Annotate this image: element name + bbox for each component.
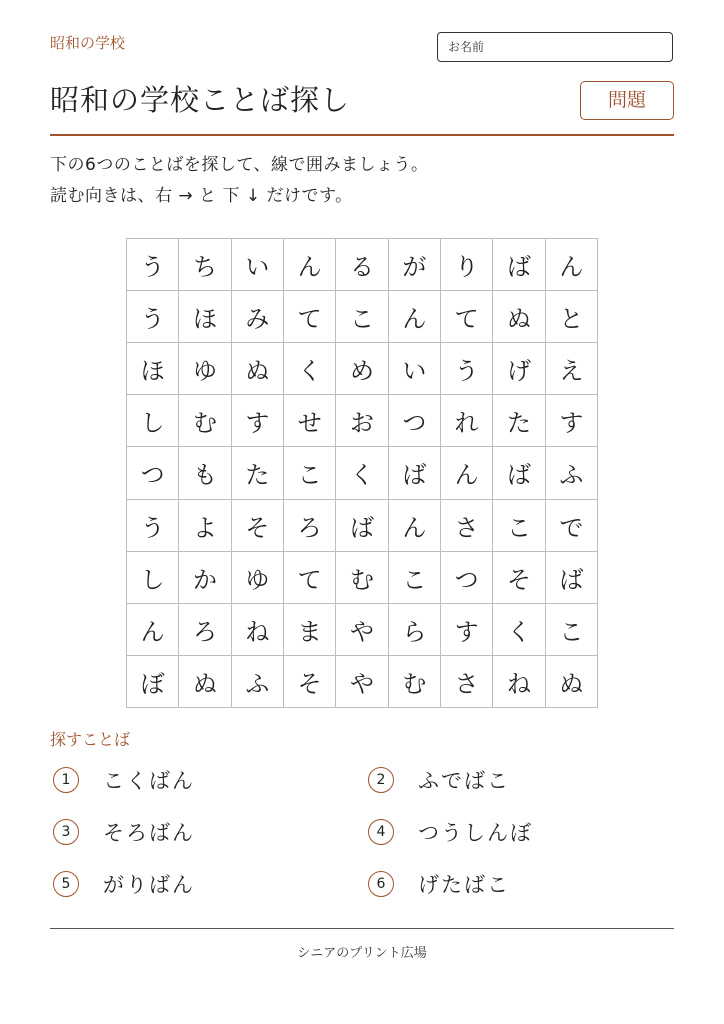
grid-cell[interactable]: る	[336, 239, 388, 291]
grid-cell[interactable]: え	[546, 343, 598, 395]
grid-cell[interactable]: ぬ	[232, 343, 284, 395]
grid-cell[interactable]: ぼ	[127, 656, 179, 708]
target-word: がりばん	[103, 873, 195, 897]
grid-cell[interactable]: む	[336, 552, 388, 604]
grid-cell[interactable]: ゆ	[179, 343, 231, 395]
grid-cell[interactable]: く	[284, 343, 336, 395]
grid-cell[interactable]: ば	[493, 239, 545, 291]
grid-cell[interactable]: や	[336, 656, 388, 708]
word-list-left	[53, 760, 195, 904]
grid-cell[interactable]: い	[232, 239, 284, 291]
grid-cell[interactable]: せ	[284, 395, 336, 447]
footer-text: シニアのプリント広場	[297, 946, 427, 961]
grid-cell[interactable]: ん	[284, 239, 336, 291]
grid-cell[interactable]: と	[546, 291, 598, 343]
grid-cell[interactable]: ね	[493, 656, 545, 708]
grid-cell[interactable]: す	[441, 604, 493, 656]
grid-cell[interactable]: ぬ	[546, 656, 598, 708]
grid-cell[interactable]: く	[336, 447, 388, 499]
grid-cell[interactable]: う	[127, 500, 179, 552]
grid-cell[interactable]: め	[336, 343, 388, 395]
grid-cell[interactable]: で	[546, 500, 598, 552]
grid-cell[interactable]: う	[127, 239, 179, 291]
instruction-line-1: 下の6つのことばを探して、線で囲みましょう。	[50, 155, 429, 175]
title-divider	[50, 134, 674, 136]
grid-cell[interactable]: ほ	[179, 291, 231, 343]
word-list-heading: 探すことば	[50, 730, 131, 749]
grid-cell[interactable]: ん	[389, 500, 441, 552]
grid-cell[interactable]: こ	[493, 500, 545, 552]
grid-cell[interactable]: て	[284, 291, 336, 343]
footer-divider	[50, 928, 674, 929]
grid-cell[interactable]: て	[284, 552, 336, 604]
word-item	[368, 812, 533, 852]
grid-cell[interactable]: か	[179, 552, 231, 604]
word-item	[368, 760, 533, 800]
grid-cell[interactable]: た	[232, 447, 284, 499]
grid-cell[interactable]: ふ	[232, 656, 284, 708]
number-badge: 1	[53, 767, 79, 793]
problem-badge: 問題	[580, 81, 674, 120]
number-badge: 4	[368, 819, 394, 845]
grid-cell[interactable]: つ	[127, 447, 179, 499]
grid-cell[interactable]: こ	[284, 447, 336, 499]
number-badge: 5	[53, 871, 79, 897]
grid-cell[interactable]: ほ	[127, 343, 179, 395]
grid-cell[interactable]: げ	[493, 343, 545, 395]
grid-cell[interactable]: つ	[441, 552, 493, 604]
grid-cell[interactable]: ろ	[284, 500, 336, 552]
grid-cell[interactable]: や	[336, 604, 388, 656]
grid-cell[interactable]: ば	[493, 447, 545, 499]
word-item	[53, 864, 195, 904]
word-search-grid[interactable]	[126, 238, 598, 708]
target-word: そろばん	[103, 821, 195, 845]
word-item	[368, 864, 533, 904]
grid-cell[interactable]: ら	[389, 604, 441, 656]
word-item	[53, 812, 195, 852]
grid-cell[interactable]: ば	[546, 552, 598, 604]
grid-cell[interactable]: く	[493, 604, 545, 656]
grid-cell[interactable]: ん	[546, 239, 598, 291]
grid-cell[interactable]: ば	[336, 500, 388, 552]
grid-cell[interactable]: い	[389, 343, 441, 395]
number-badge: 3	[53, 819, 79, 845]
grid-cell[interactable]: て	[441, 291, 493, 343]
grid-cell[interactable]: う	[127, 291, 179, 343]
grid-cell[interactable]: ん	[441, 447, 493, 499]
grid-cell[interactable]: こ	[546, 604, 598, 656]
grid-cell[interactable]: ま	[284, 604, 336, 656]
grid-cell[interactable]: す	[232, 395, 284, 447]
name-field[interactable]: お名前	[437, 32, 673, 62]
instruction-line-2: 読む向きは、右 → と 下 ↓ だけです。	[50, 186, 353, 206]
grid-cell[interactable]: ろ	[179, 604, 231, 656]
target-word: ふでばこ	[418, 769, 510, 793]
grid-cell[interactable]: ば	[389, 447, 441, 499]
grid-cell[interactable]: よ	[179, 500, 231, 552]
grid-cell[interactable]: さ	[441, 500, 493, 552]
grid-cell[interactable]: ん	[389, 291, 441, 343]
target-word: こくばん	[103, 769, 195, 793]
grid-cell[interactable]: み	[232, 291, 284, 343]
grid-cell[interactable]: ね	[232, 604, 284, 656]
grid-cell[interactable]: う	[441, 343, 493, 395]
grid-cell[interactable]: お	[336, 395, 388, 447]
grid-cell[interactable]: こ	[336, 291, 388, 343]
grid-cell[interactable]: さ	[441, 656, 493, 708]
grid-cell[interactable]: が	[389, 239, 441, 291]
word-list-right	[368, 760, 533, 904]
grid-cell[interactable]: ん	[127, 604, 179, 656]
grid-cell[interactable]: そ	[232, 500, 284, 552]
grid-cell[interactable]: ふ	[546, 447, 598, 499]
page-title: 昭和の学校ことば探し	[50, 83, 351, 117]
grid-cell[interactable]: も	[179, 447, 231, 499]
target-word: げたばこ	[418, 873, 510, 897]
grid-cell[interactable]: た	[493, 395, 545, 447]
brand-label: 昭和の学校	[50, 34, 126, 52]
grid-cell[interactable]: ぬ	[179, 656, 231, 708]
grid-cell[interactable]: れ	[441, 395, 493, 447]
grid-cell[interactable]: し	[127, 552, 179, 604]
grid-cell[interactable]: む	[179, 395, 231, 447]
number-badge: 6	[368, 871, 394, 897]
word-item	[53, 760, 195, 800]
target-word: つうしんぼ	[418, 821, 533, 845]
grid-cell[interactable]: り	[441, 239, 493, 291]
grid-cell[interactable]: そ	[493, 552, 545, 604]
grid-cell[interactable]: む	[389, 656, 441, 708]
grid-cell[interactable]: し	[127, 395, 179, 447]
grid-cell[interactable]: ち	[179, 239, 231, 291]
grid-cell[interactable]: そ	[284, 656, 336, 708]
grid-cell[interactable]: ぬ	[493, 291, 545, 343]
grid-cell[interactable]: ゆ	[232, 552, 284, 604]
number-badge: 2	[368, 767, 394, 793]
grid-cell[interactable]: す	[546, 395, 598, 447]
grid-cell[interactable]: つ	[389, 395, 441, 447]
grid-cell[interactable]: こ	[389, 552, 441, 604]
